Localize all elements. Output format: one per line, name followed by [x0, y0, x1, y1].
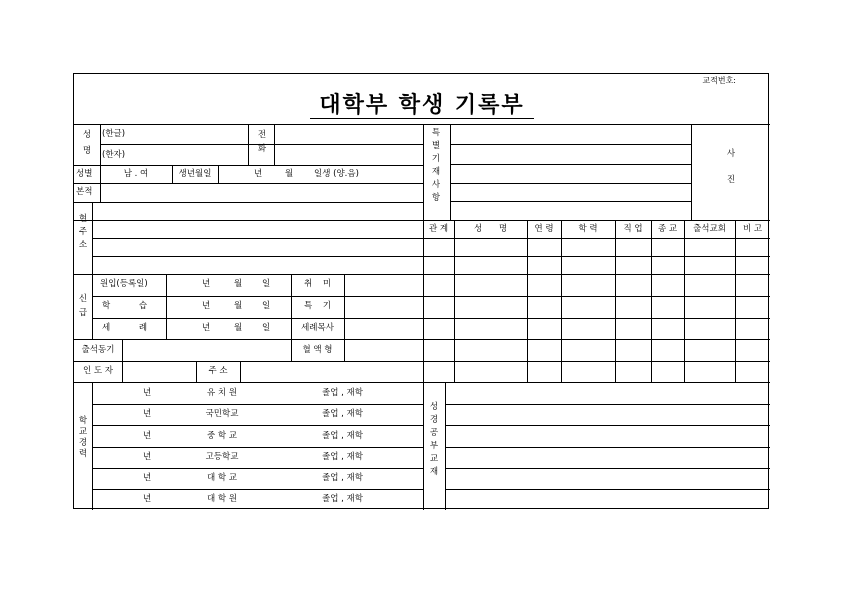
divider [74, 165, 423, 166]
gender-options: 남 . 여 [123, 169, 149, 179]
divider [74, 361, 770, 362]
school-row-year: 년 [143, 388, 152, 398]
address-label: 현 주 소 [78, 214, 88, 250]
school-row-name: 국민학교 [205, 409, 239, 419]
gender-label: 성별 [76, 169, 93, 179]
faith-row-day: 일 [262, 279, 271, 289]
divider [691, 124, 692, 220]
divider [344, 274, 345, 339]
divider [445, 489, 770, 490]
divider [423, 220, 770, 221]
school-history-label: 학 교 경 력 [78, 416, 88, 459]
divider [445, 382, 446, 510]
faith-row-month: 월 [234, 279, 243, 289]
divider [651, 220, 652, 382]
divider [240, 361, 241, 382]
faith-row-label: 세 례 [102, 323, 148, 333]
divider [450, 144, 691, 145]
faith-row-year: 년 [202, 301, 211, 311]
faith-row-month: 월 [234, 323, 243, 333]
school-row-year: 년 [143, 473, 152, 483]
school-row-name: 유 치 원 [206, 388, 238, 398]
divider [423, 124, 424, 510]
divider [74, 339, 770, 340]
title-underline [310, 118, 534, 119]
school-row-status: 졸업 , 재학 [322, 431, 363, 441]
divider [74, 183, 423, 184]
divider [92, 382, 93, 510]
school-row-year: 년 [143, 452, 152, 462]
divider [100, 124, 101, 165]
divider [450, 183, 691, 184]
divider [615, 220, 616, 382]
divider [92, 425, 423, 426]
school-row-status: 졸업 , 재학 [322, 409, 363, 419]
divider [92, 296, 770, 297]
divider [445, 468, 770, 469]
divider [92, 202, 93, 274]
divider [527, 220, 528, 382]
birth-day: 일생 (양.음) [314, 169, 359, 179]
baptism-pastor-label: 세례목사 [301, 323, 334, 333]
school-row-status: 졸업 , 재학 [322, 388, 363, 398]
birth-label: 생년월일 [178, 169, 212, 179]
faith-row-day: 일 [262, 323, 271, 333]
faith-row-label: 원입(등록일) [100, 279, 148, 289]
divider [735, 220, 736, 382]
divider [218, 165, 219, 183]
school-row-name: 중 학 교 [206, 431, 238, 441]
divider [450, 201, 691, 202]
divider [344, 339, 345, 361]
guide-label: 인 도 자 [82, 366, 114, 376]
name-korean-label: (한글) [102, 129, 126, 139]
divider [92, 404, 423, 405]
school-row-name: 고등학교 [205, 452, 239, 462]
record-number-label: 교적번호: [702, 76, 736, 85]
school-row-year: 년 [143, 431, 152, 441]
hometown-label: 본적 [76, 187, 93, 197]
divider [92, 274, 93, 339]
school-row-name: 대 학 교 [206, 473, 238, 483]
name-label: 성 명 [82, 130, 92, 156]
divider [684, 220, 685, 382]
divider [92, 447, 423, 448]
divider [166, 274, 167, 339]
divider [248, 124, 249, 165]
divider [445, 447, 770, 448]
hobby-label: 취 미 [303, 279, 332, 289]
bible-study-material-label: 성 경 공 부 교 재 [429, 402, 439, 477]
family-header-remarks: 비 고 [742, 224, 763, 234]
birth-year: 년 [254, 169, 263, 179]
divider [450, 124, 451, 220]
attendance-motive-label: 출석동기 [81, 345, 115, 355]
family-header-church: 출석교회 [693, 224, 726, 234]
birth-month: 월 [285, 169, 294, 179]
talent-label: 특 기 [303, 301, 332, 311]
divider [92, 489, 423, 490]
family-header-religion: 종 교 [657, 224, 678, 234]
divider [423, 238, 770, 239]
school-row-status: 졸업 , 재학 [322, 473, 363, 483]
faith-row-year: 년 [202, 323, 211, 333]
divider [274, 124, 275, 165]
student-record-form [73, 73, 769, 509]
divider [454, 220, 455, 382]
guide-address-label: 주 소 [208, 366, 228, 376]
divider [561, 220, 562, 382]
divider [74, 382, 770, 383]
special-notes-label: 특 별 기 재 사 항 [431, 128, 441, 203]
family-header-name: 성 명 [473, 224, 508, 234]
school-row-status: 졸업 , 재학 [322, 452, 363, 462]
school-row-status: 졸업 , 재학 [322, 494, 363, 504]
faith-row-year: 년 [202, 279, 211, 289]
divider [92, 256, 423, 257]
faith-row-month: 월 [234, 301, 243, 311]
divider [74, 220, 423, 221]
school-row-year: 년 [143, 409, 152, 419]
divider [74, 274, 770, 275]
form-title: 대학부 학생 기록부 [319, 92, 525, 118]
divider [92, 468, 423, 469]
divider [122, 339, 123, 361]
family-header-age: 연 령 [534, 224, 554, 234]
divider [92, 318, 770, 319]
divider [445, 404, 770, 405]
divider [92, 238, 423, 239]
blood-type-label: 혈 액 형 [302, 345, 333, 355]
school-row-name: 대 학 원 [206, 494, 238, 504]
divider [74, 124, 770, 125]
phone-label: 전 화 [257, 130, 267, 154]
faith-level-label: 신 급 [78, 294, 88, 318]
faith-row-day: 일 [262, 301, 271, 311]
photo-label: 사 진 [726, 149, 736, 185]
divider [74, 202, 423, 203]
family-header-relation: 관 계 [428, 224, 449, 234]
school-row-year: 년 [143, 494, 152, 504]
family-header-job: 직 업 [623, 224, 643, 234]
divider [122, 361, 123, 382]
family-header-education: 학 력 [578, 224, 598, 234]
name-hanja-label: (한자) [102, 150, 126, 160]
divider [423, 256, 770, 257]
faith-row-label: 학 습 [102, 301, 148, 311]
divider [450, 164, 691, 165]
divider [445, 425, 770, 426]
